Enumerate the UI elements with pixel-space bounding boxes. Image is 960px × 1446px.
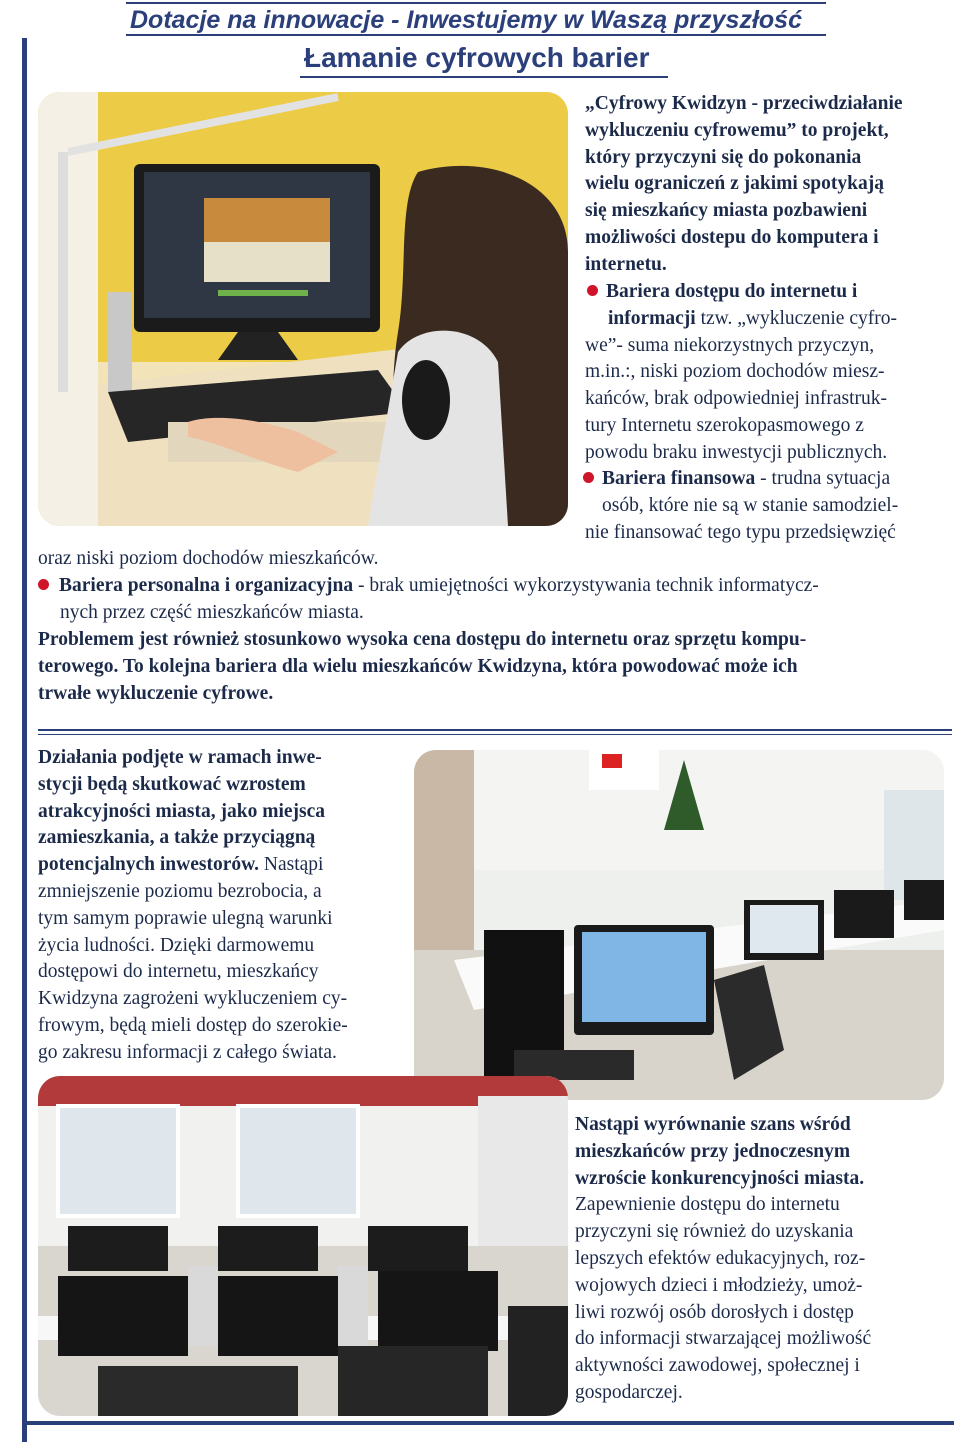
barrier-access-title-cont: informacji xyxy=(608,307,696,329)
intro-line: możliwości dostepu do komputera i xyxy=(585,226,879,248)
equal-bold-line: wzroście konkurencyjności miasta. xyxy=(575,1167,865,1189)
actions-line: zmniejszenie poziomu bezrobocia, a xyxy=(38,880,322,902)
equal-bold-line: mieszkańców przy jednoczesnym xyxy=(575,1140,851,1162)
intro-line: wielu ograniczeń z jakimi spotykają xyxy=(585,173,884,195)
barrier-finance-line: nie finansować tego typu przedsięwzięć xyxy=(585,521,896,543)
intro-line: „Cyfrowy Kwidzyn - przeciwdziałanie xyxy=(585,93,903,114)
bullet-icon xyxy=(38,579,49,590)
photo-computer-lab-left xyxy=(38,1076,568,1416)
barrier-finance-last-line: oraz niski poziom dochodów mieszkańców. xyxy=(38,548,379,569)
barrier-finance-block xyxy=(583,466,955,546)
bullet-icon xyxy=(587,285,598,296)
intro-paragraph xyxy=(585,91,955,279)
problem-line: trwałe wykluczenie cyfrowe. xyxy=(38,682,274,704)
intro-line: wykluczeniu cyfrowemu” to projekt, xyxy=(585,119,889,141)
barrier-access-title: Bariera dostępu do internetu i xyxy=(606,281,858,302)
barrier-finance-text: - trudna sytuacja xyxy=(755,468,891,489)
section-divider xyxy=(38,729,952,731)
equal-chances-paragraph xyxy=(575,1112,950,1407)
equal-line: gospodarczej. xyxy=(575,1381,683,1403)
equal-line: liwi rozwój osób dorosłych i dostęp xyxy=(575,1301,854,1323)
actions-text: Nastąpi xyxy=(259,854,324,876)
actions-line: dostępowi do internetu, mieszkańcy xyxy=(38,961,319,983)
actions-bold-line: zamieszkania, a także przyciągną xyxy=(38,827,316,849)
actions-line: życia ludności. Dzięki darmowemu xyxy=(38,934,315,956)
equal-line: wojowych dzieci i młodzieży, umoż- xyxy=(575,1274,863,1296)
barrier-access-line: tury Internetu szerokopasmowego z xyxy=(585,414,864,436)
actions-paragraph xyxy=(38,745,408,1067)
barrier-access-line: kańców, brak odpowiedniej infrastruk- xyxy=(585,388,887,410)
barrier-access-line: we”- suma niekorzystnych przyczyn, xyxy=(585,334,875,356)
photo-computer-lab-right xyxy=(414,750,944,1100)
equal-bold-line: Nastąpi wyrównanie szans wśród xyxy=(575,1114,851,1135)
actions-bold-end: potencjalnych inwestorów. xyxy=(38,854,259,876)
barrier-access-line: powodu braku inwestycji publicznych. xyxy=(585,441,888,463)
header-subtitle: Dotacje na innowacje - Inwestujemy w Waszą przyszłość xyxy=(126,2,826,36)
equal-line: aktywności zawodowej, społecznej i xyxy=(575,1355,860,1377)
barrier-access-text: tzw. „wykluczenie cyfro- xyxy=(695,307,897,329)
barrier-finance-line: osób, które nie są w stanie samodziel- xyxy=(602,494,899,516)
barrier-personal-block xyxy=(38,573,948,627)
barrier-personal-title: Bariera personalna i organizacyjna xyxy=(59,575,354,596)
actions-line: frowym, będą mieli dostęp do szerokie- xyxy=(38,1014,348,1036)
barrier-personal-line: nych przez część mieszkańców miasta. xyxy=(60,601,364,623)
barrier-access-line: m.in.:, niski poziom dochodów miesz- xyxy=(585,361,885,383)
barrier-access-block xyxy=(585,279,955,467)
equal-line: Zapewnienie dostępu do internetu xyxy=(575,1194,840,1216)
actions-line: Kwidzyna zagrożeni wykluczeniem cy- xyxy=(38,988,348,1010)
equal-line: do informacji stwarzającej możliwość xyxy=(575,1328,872,1350)
actions-bold-line: atrakcyjności miasta, jako miejsca xyxy=(38,800,326,822)
problem-line: Problemem jest również stosunkowo wysoka cena dostępu do internetu oraz sprzętu kompu- xyxy=(38,629,807,650)
problem-line: terowego. To kolejna bariera dla wielu mieszkańców Kwidzyna, która powodować może ich xyxy=(38,655,798,677)
actions-line: go zakresu informacji z całego świata. xyxy=(38,1041,337,1063)
page-title: Łamanie cyfrowych barier xyxy=(300,42,668,78)
intro-line: który przyczyni się do pokonania xyxy=(585,146,862,168)
equal-line: przyczyni się również do uzyskania xyxy=(575,1221,854,1243)
equal-line: lepszych efektów edukacyjnych, roz- xyxy=(575,1247,866,1269)
actions-bold-line: stycji będą skutkować wzrostem xyxy=(38,773,306,795)
intro-line: się mieszkańcy miasta pozbawieni xyxy=(585,200,868,222)
photo-person-at-computer xyxy=(38,92,568,526)
bottom-rule xyxy=(22,1421,954,1425)
barrier-personal-text: - brak umiejętności wykorzystywania technik informatycz- xyxy=(353,575,819,596)
section-divider-thin xyxy=(38,734,952,735)
actions-bold-line: Działania podjęte w ramach inwe- xyxy=(38,747,322,768)
problem-paragraph xyxy=(38,627,948,707)
left-vertical-rule xyxy=(22,38,27,1442)
bullet-icon xyxy=(583,472,594,483)
actions-line: tym samym poprawie ulegną warunki xyxy=(38,907,333,929)
barrier-finance-title: Bariera finansowa xyxy=(602,468,756,489)
intro-line: internetu. xyxy=(585,253,667,275)
